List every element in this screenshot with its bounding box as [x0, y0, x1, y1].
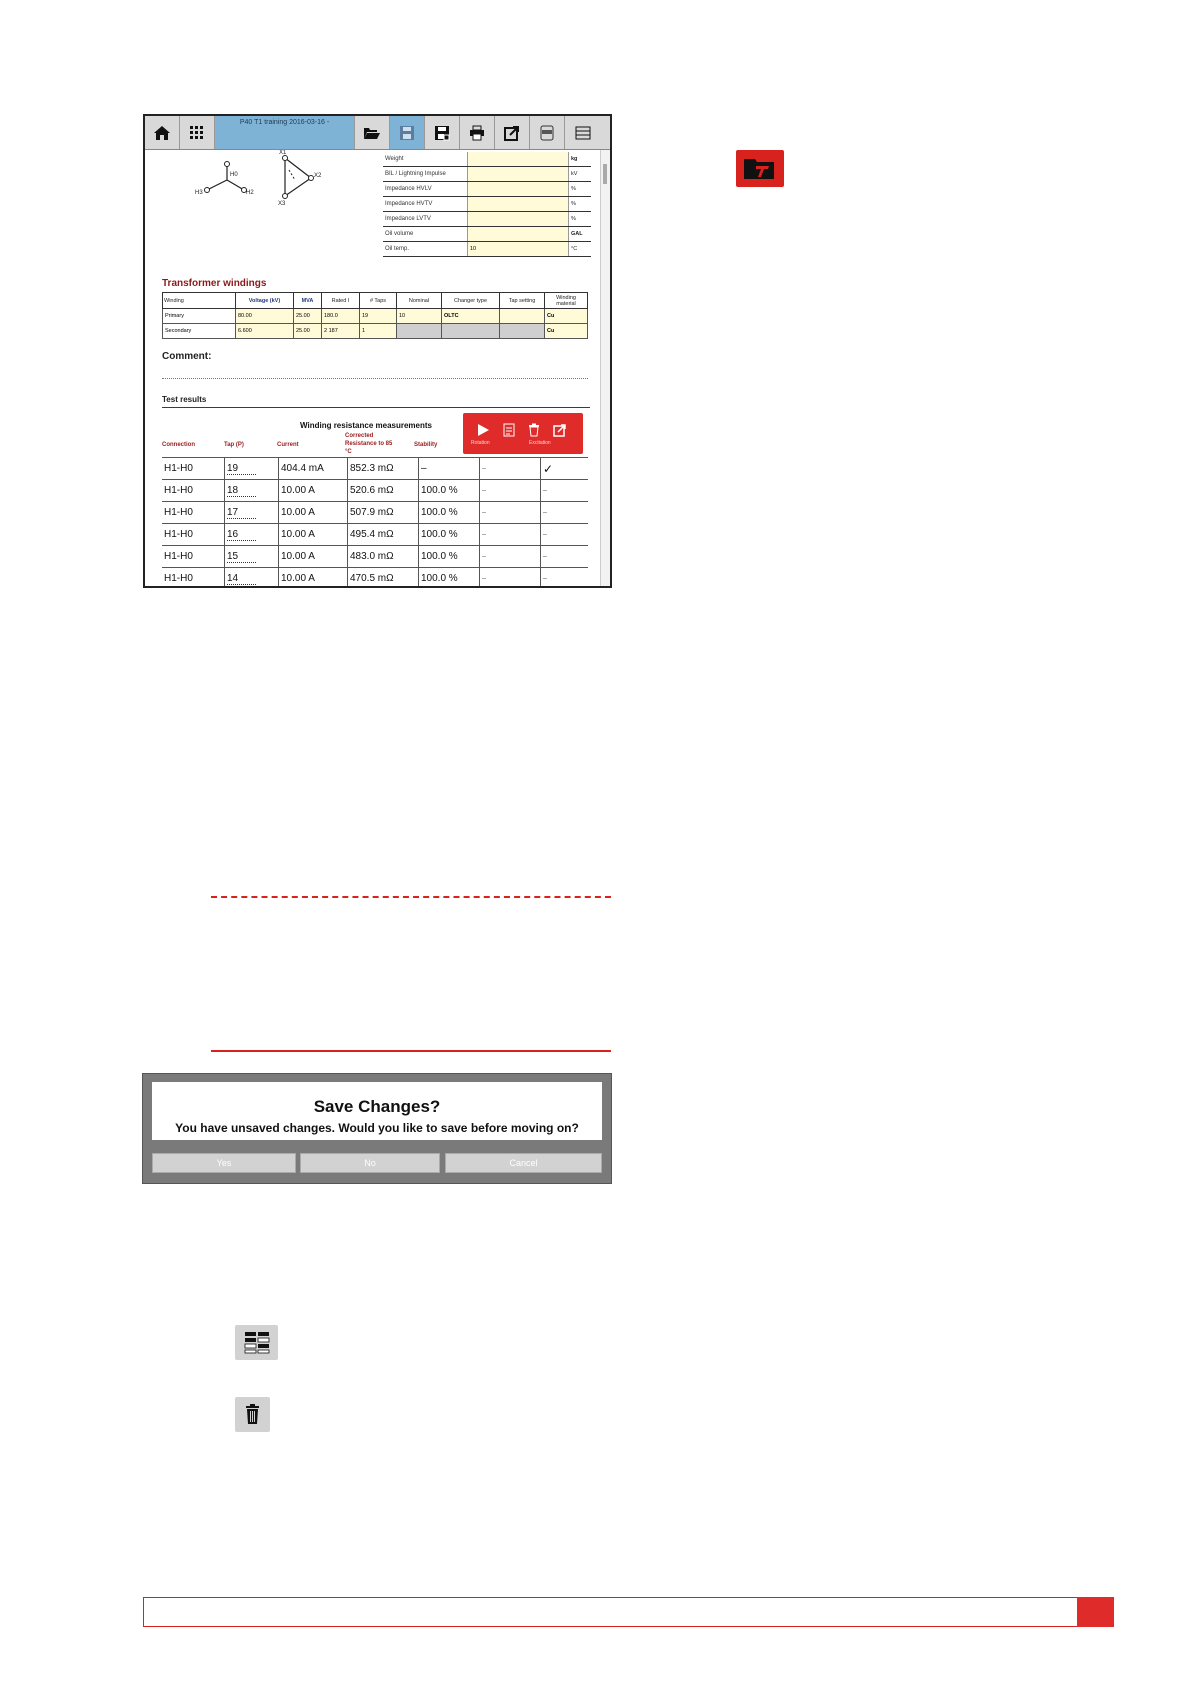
col-header: Tap setting: [500, 293, 545, 309]
property-row: [383, 227, 591, 242]
report-icon: [539, 125, 555, 141]
cell-tap[interactable]: [225, 458, 279, 480]
cell-tap[interactable]: [225, 524, 279, 546]
winding-cell[interactable]: 2 187: [322, 324, 360, 339]
winding-cell: [397, 324, 442, 339]
report-button[interactable]: [530, 116, 565, 149]
export-caption: Excitation: [529, 440, 551, 446]
document-title: P40 T1 training 2016-03-16 -: [215, 116, 355, 149]
property-row: [383, 182, 591, 197]
dialog-message: You have unsaved changes. Would you like to save before moving on?: [175, 1121, 579, 1135]
property-unit: kg: [569, 152, 592, 167]
cell-stability: 100.0 %: [419, 502, 480, 524]
winding-cell: [442, 324, 500, 339]
cell-status: –: [480, 502, 541, 524]
home-button[interactable]: [145, 116, 180, 149]
property-value[interactable]: [468, 167, 569, 182]
tap-value: 15: [227, 551, 256, 563]
winding-cell: [500, 324, 545, 339]
col-tap: Tap (P): [224, 442, 244, 448]
cell-current: 10.00 A: [279, 502, 348, 524]
export-icon[interactable]: [553, 423, 567, 437]
col-header: Changer type: [442, 293, 500, 309]
col-header: Winding: [163, 293, 236, 309]
cell-stability: 100.0 %: [419, 546, 480, 568]
print-button[interactable]: [460, 116, 495, 149]
winding-cell[interactable]: 80.00: [236, 309, 294, 324]
cell-resistance: 852.3 mΩ: [348, 458, 419, 480]
cell-connection: H1-H0: [162, 546, 225, 568]
property-label: Impedance HVTV: [383, 197, 468, 212]
cell-stability: 100.0 %: [419, 480, 480, 502]
measurement-row[interactable]: [162, 524, 588, 546]
cell-check: –: [541, 524, 589, 546]
winding-cell: Primary: [163, 309, 236, 324]
run-caption: Rotation: [471, 440, 490, 446]
cell-connection: H1-H0: [162, 502, 225, 524]
property-row: [383, 167, 591, 182]
winding-cell[interactable]: 6.600: [236, 324, 294, 339]
cell-stability: –: [419, 458, 480, 480]
delete-button[interactable]: [235, 1397, 270, 1432]
winding-row: [163, 309, 588, 324]
folder-open-icon: [363, 125, 381, 141]
page-number-box: [1077, 1597, 1114, 1627]
test-results-heading: Test results: [162, 395, 207, 404]
property-value[interactable]: [468, 197, 569, 212]
cancel-button[interactable]: Cancel: [445, 1153, 602, 1173]
home-icon: [153, 124, 171, 142]
winding-cell[interactable]: Cu: [545, 309, 588, 324]
cell-stability: 100.0 %: [419, 524, 480, 546]
measurement-title: Winding resistance measurements: [300, 421, 432, 430]
tap-value: 18: [227, 485, 256, 497]
comment-field[interactable]: [162, 378, 588, 379]
save-as-icon: [434, 125, 450, 141]
export-icon: [504, 125, 520, 141]
property-label: Impedance HVLV: [383, 182, 468, 197]
export-button[interactable]: [495, 116, 530, 149]
winding-row: [163, 324, 588, 339]
col-header: # Taps: [360, 293, 397, 309]
cell-tap[interactable]: [225, 502, 279, 524]
app-logo: [736, 150, 784, 187]
winding-cell: Secondary: [163, 324, 236, 339]
divider: [162, 407, 590, 408]
label-h3: H3: [195, 190, 203, 196]
property-unit: kV: [569, 167, 592, 182]
col-header: Winding material: [545, 293, 588, 309]
dialog-body: [152, 1082, 602, 1140]
property-row: [383, 212, 591, 227]
property-label: Impedance LVTV: [383, 212, 468, 227]
col-header: Nominal: [397, 293, 442, 309]
col-header: Voltage (kV): [236, 293, 294, 309]
cell-tap[interactable]: [225, 480, 279, 502]
property-value[interactable]: [468, 182, 569, 197]
cell-current: 10.00 A: [279, 524, 348, 546]
property-value[interactable]: [468, 227, 569, 242]
property-unit: %: [569, 212, 592, 227]
col-connection: Connection: [162, 442, 195, 448]
cell-current: 10.00 A: [279, 480, 348, 502]
property-row: [383, 197, 591, 212]
properties-table: [383, 152, 591, 257]
cell-connection: H1-H0: [162, 568, 225, 587]
col-corrected: Corrected Resistance to 85 °C: [345, 433, 393, 455]
measurement-actions: [463, 413, 583, 454]
measurement-row[interactable]: [162, 502, 588, 524]
comment-label: Comment:: [162, 351, 212, 362]
save-changes-dialog: [142, 1073, 612, 1184]
cell-connection: H1-H0: [162, 524, 225, 546]
print-icon: [469, 125, 485, 141]
cell-current: 404.4 mA: [279, 458, 348, 480]
property-unit: GAL: [569, 227, 592, 242]
cell-check: ✓: [541, 458, 589, 480]
document-icon[interactable]: [503, 423, 515, 437]
play-icon[interactable]: [476, 423, 490, 437]
dialog-title: Save Changes?: [313, 1097, 441, 1116]
scrollbar-thumb[interactable]: [603, 164, 607, 184]
cell-tap[interactable]: [225, 568, 279, 587]
measurement-row[interactable]: [162, 546, 588, 568]
cell-resistance: 507.9 mΩ: [348, 502, 419, 524]
cell-tap[interactable]: [225, 546, 279, 568]
page-footer: [143, 1597, 1114, 1627]
label-x3: X3: [278, 201, 286, 207]
property-row: [383, 242, 591, 257]
winding-cell[interactable]: 25.00: [294, 324, 322, 339]
toolbar: [145, 116, 610, 150]
cell-status: –: [480, 524, 541, 546]
trash-icon: [235, 1397, 270, 1432]
tap-value: 17: [227, 507, 256, 519]
measurements-table: [162, 457, 588, 586]
cell-status: –: [480, 458, 541, 480]
apps-button[interactable]: [180, 116, 215, 149]
winding-cell[interactable]: OLTC: [442, 309, 500, 324]
menu-icon: [575, 126, 591, 140]
windings-header-row: [163, 293, 588, 309]
menu-button[interactable]: [565, 116, 600, 149]
cell-resistance: 495.4 mΩ: [348, 524, 419, 546]
label-x2: X2: [314, 173, 322, 179]
winding-cell[interactable]: 1: [360, 324, 397, 339]
app-window: [143, 114, 612, 588]
folder-t-logo-icon: [736, 150, 784, 187]
col-current: Current: [277, 442, 299, 448]
tap-value: 14: [227, 573, 256, 585]
winding-cell[interactable]: Cu: [545, 324, 588, 339]
property-unit: °C: [569, 242, 592, 257]
property-value[interactable]: [468, 152, 569, 167]
cell-status: –: [480, 568, 541, 587]
cell-stability: 100.0 %: [419, 568, 480, 587]
trash-icon[interactable]: [528, 423, 540, 437]
property-value[interactable]: [468, 212, 569, 227]
winding-cell[interactable]: 180.0: [322, 309, 360, 324]
property-row: [383, 152, 591, 167]
cell-check: –: [541, 546, 589, 568]
cell-connection: H1-H0: [162, 480, 225, 502]
yes-button[interactable]: Yes: [152, 1153, 296, 1173]
winding-cell[interactable]: [500, 309, 545, 324]
cell-current: 10.00 A: [279, 568, 348, 587]
property-label: Oil volume: [383, 227, 468, 242]
cell-check: –: [541, 502, 589, 524]
label-h0: H0: [230, 172, 238, 178]
cell-resistance: 470.5 mΩ: [348, 568, 419, 587]
vector-group-diagram: [185, 150, 335, 210]
property-label: BIL / Lightning Impulse: [383, 167, 468, 182]
cell-status: –: [480, 546, 541, 568]
col-header: MVA: [294, 293, 322, 309]
cell-check: –: [541, 480, 589, 502]
open-button[interactable]: [355, 116, 390, 149]
property-label: Weight: [383, 152, 468, 167]
windings-heading: Transformer windings: [162, 278, 267, 289]
tap-value: 16: [227, 529, 256, 541]
measurement-row[interactable]: [162, 458, 588, 480]
cell-resistance: 520.6 mΩ: [348, 480, 419, 502]
property-unit: %: [569, 182, 592, 197]
note-divider-dashed: [211, 896, 611, 898]
property-label: Oil temp.: [383, 242, 468, 257]
winding-cell[interactable]: 25.00: [294, 309, 322, 324]
col-header: Rated I: [322, 293, 360, 309]
col-stability: Stability: [414, 442, 438, 448]
cell-check: –: [541, 568, 589, 587]
measurement-row[interactable]: [162, 480, 588, 502]
scrollbar[interactable]: [600, 150, 610, 586]
columns-button[interactable]: [235, 1325, 278, 1360]
note-divider: [211, 1050, 611, 1052]
cell-current: 10.00 A: [279, 546, 348, 568]
label-h2: H2: [246, 190, 254, 196]
grid-icon: [189, 125, 205, 141]
label-x1: X1: [279, 150, 287, 156]
save-button[interactable]: [390, 116, 425, 149]
winding-cell[interactable]: 19: [360, 309, 397, 324]
save-as-button[interactable]: [425, 116, 460, 149]
document-content: [145, 150, 600, 586]
save-icon: [399, 125, 415, 141]
columns-icon: [235, 1325, 278, 1360]
cell-connection: H1-H0: [162, 458, 225, 480]
no-button[interactable]: No: [300, 1153, 440, 1173]
measurement-row[interactable]: [162, 568, 588, 587]
property-unit: %: [569, 197, 592, 212]
property-value[interactable]: 10: [468, 242, 569, 257]
cell-resistance: 483.0 mΩ: [348, 546, 419, 568]
tap-value: 19: [227, 463, 256, 475]
cell-status: –: [480, 480, 541, 502]
winding-cell[interactable]: 10: [397, 309, 442, 324]
windings-table: [162, 292, 588, 339]
